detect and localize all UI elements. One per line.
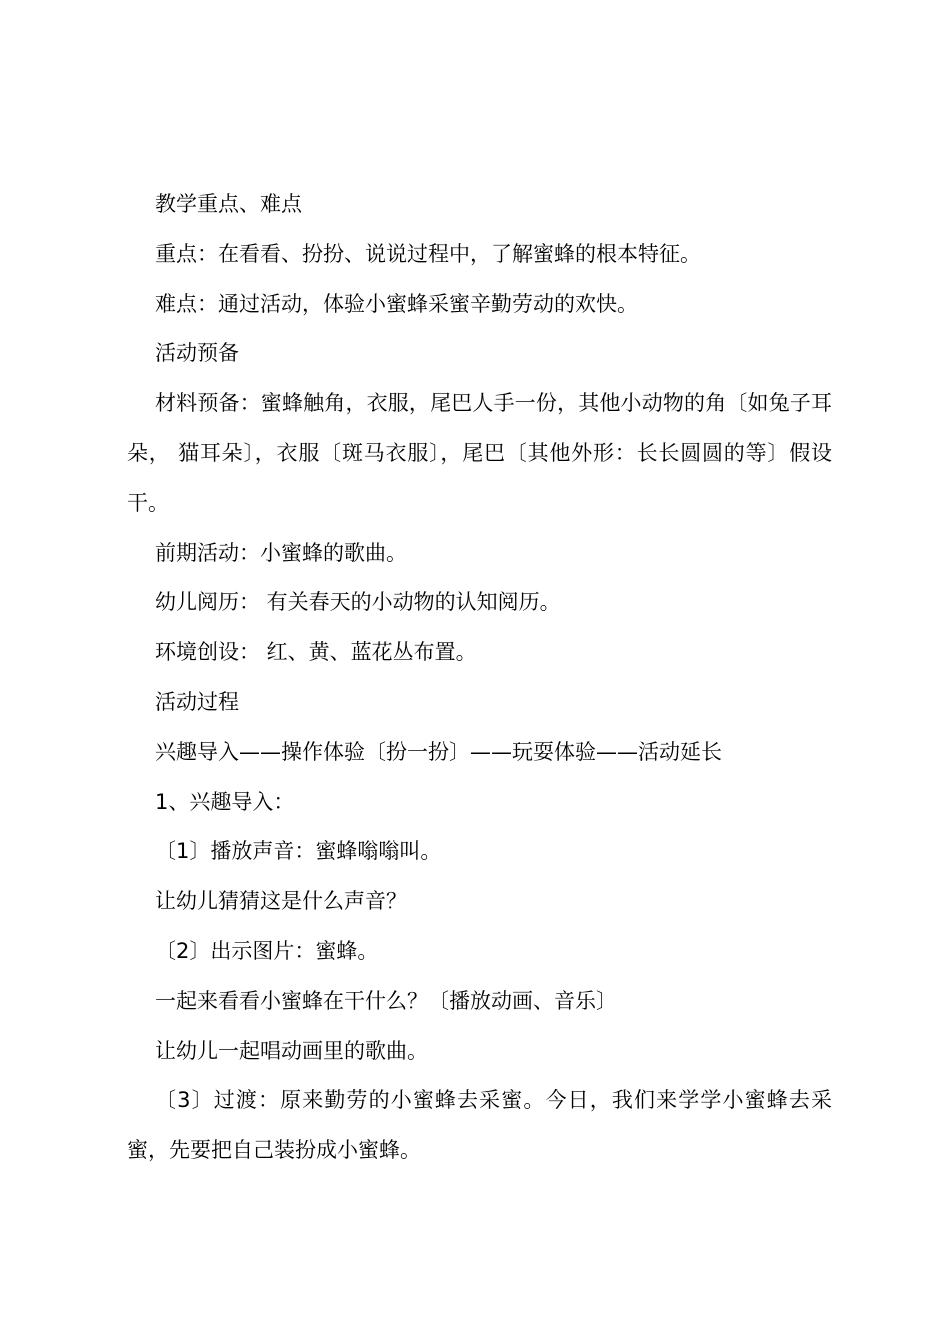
paragraph-step-1-2: 〔2〕出示图片：蜜蜂。 [155, 938, 379, 963]
step-heading-1: 1、兴趣导入： [155, 789, 295, 814]
section-heading-key-points: 教学重点、难点 [155, 192, 302, 216]
paragraph-materials: 材料预备：蜜蜂触角，衣服，尾巴人手一份，其他小动物的角〔如兔子耳朵， 猫耳朵〕，衣服〔斑马衣服〕，尾巴〔其他外形：长长圆圆的等〕假设干。 [127, 391, 832, 515]
paragraph-watch-animation: 一起来看看小蜜蜂在干什么？〔播放动画、音乐〕 [155, 988, 617, 1013]
section-heading-preparation: 活动预备 [155, 341, 239, 366]
section-heading-process: 活动过程 [155, 689, 239, 714]
paragraph-guess-sound: 让幼儿猜猜这是什么声音？ [155, 889, 407, 914]
document-body [127, 180, 832, 1176]
paragraph-step-1-3: 〔3〕过渡：原来勤劳的小蜜蜂去采蜜。今日，我们来学学小蜜蜂去采蜜，先要把自己装扮成小蜜蜂。 [127, 1088, 832, 1163]
paragraph-child-experience: 幼儿阅历： 有关春天的小动物的认知阅历。 [155, 590, 561, 615]
paragraph-key-point: 重点：在看看、扮扮、说说过程中，了解蜜蜂的根本特征。 [155, 241, 701, 266]
paragraph-difficulty: 难点：通过活动，体验小蜜蜂采蜜辛勤劳动的欢快。 [155, 291, 638, 316]
paragraph-environment: 环境创设： 红、黄、蓝花丛布置。 [155, 640, 477, 665]
paragraph-step-1-1: 〔1〕播放声音：蜜蜂嗡嗡叫。 [155, 839, 442, 864]
paragraph-process-outline: 兴趣导入——操作体验〔扮一扮〕——玩耍体验——活动延长 [155, 739, 722, 764]
paragraph-prior-activity: 前期活动：小蜜蜂的歌曲。 [155, 540, 407, 565]
paragraph-sing-along: 让幼儿一起唱动画里的歌曲。 [155, 1038, 428, 1063]
